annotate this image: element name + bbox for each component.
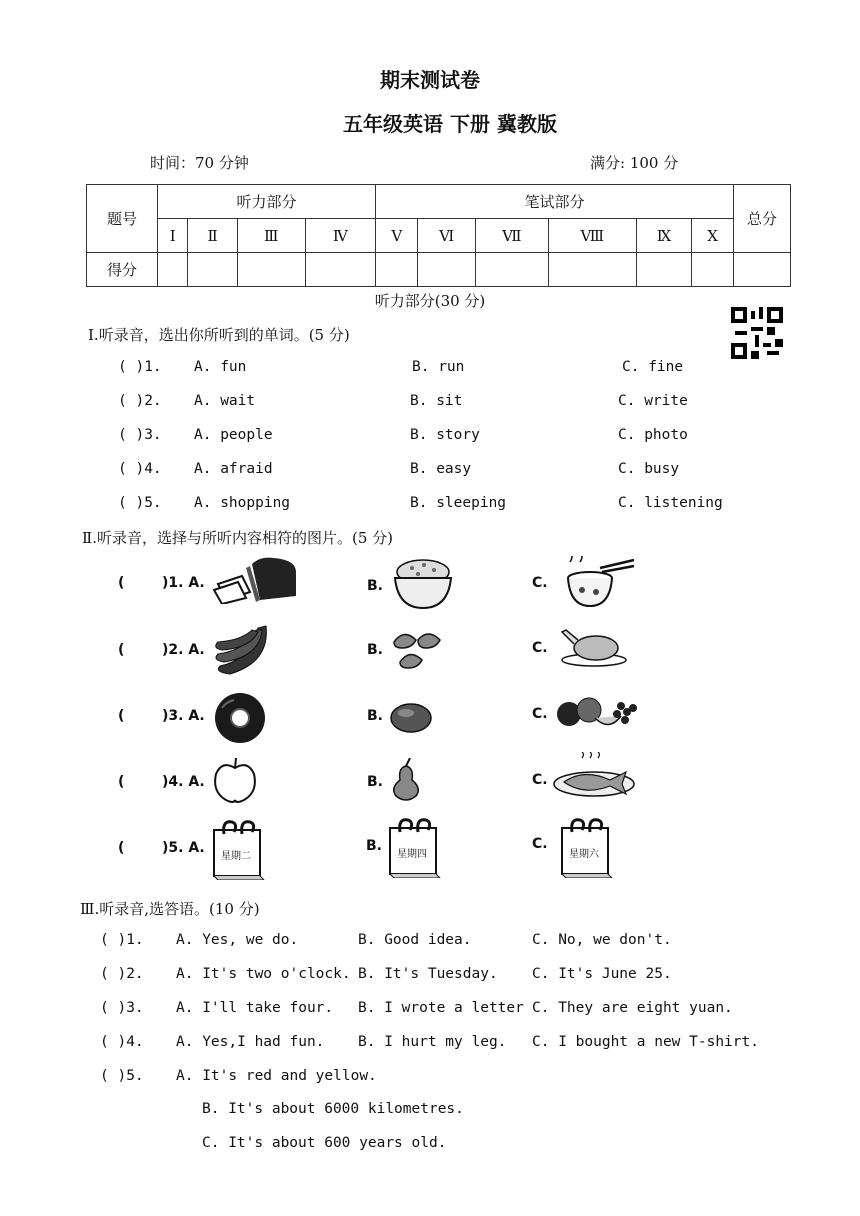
score-cell[interactable] — [692, 253, 734, 287]
part2-q4-paren[interactable]: ( — [118, 774, 125, 790]
part1-q4-a: A. afraid — [194, 461, 273, 477]
part3-q4-b: B. I hurt my leg. — [358, 1034, 507, 1050]
score-cell[interactable] — [475, 253, 548, 287]
part3-q1-c: C. No, we don't. — [532, 932, 672, 948]
row-header: 题号 — [87, 185, 158, 253]
part1-q2-c: C. write — [618, 393, 688, 409]
calendar-thursday-icon — [386, 816, 442, 878]
part2-q5-num: )5. A. — [162, 840, 205, 856]
part2-q5-b: B. — [366, 838, 382, 854]
part3-q4-a: A. Yes,I had fun. — [176, 1034, 325, 1050]
part2-q5-paren[interactable]: ( — [118, 840, 125, 856]
part2-q3-num: )3. A. — [162, 708, 205, 724]
part2-q2-c: C. — [532, 640, 548, 656]
part1-q4-num[interactable]: ( )4. — [118, 461, 162, 477]
part3-heading: Ⅲ.听录音,选答语。(10 分) — [80, 900, 260, 918]
part1-q3-b: B. story — [410, 427, 480, 443]
score-cell[interactable] — [636, 253, 691, 287]
part3-q2-a: A. It's two o'clock. — [176, 966, 351, 982]
part3-q4-num[interactable]: ( )4. — [100, 1034, 144, 1050]
score-cell[interactable] — [376, 253, 418, 287]
score-cell[interactable] — [548, 253, 636, 287]
fish-icon — [552, 752, 636, 800]
apple-icon — [212, 756, 258, 804]
pear-icon — [388, 758, 424, 802]
part1-q5-a: A. shopping — [194, 495, 291, 511]
score-cell[interactable] — [734, 253, 791, 287]
part1-heading: Ⅰ.听录音，选出你所听到的单词。(5 分) — [88, 326, 350, 344]
bread-icon — [212, 556, 302, 604]
part3-q3-c: C. They are eight yuan. — [532, 1000, 733, 1016]
score-cell[interactable] — [237, 253, 305, 287]
part2-q3-c: C. — [532, 706, 548, 722]
part1-q2-a: A. wait — [194, 393, 256, 409]
part2-q3-b: B. — [367, 708, 383, 724]
section-note: 听力部分(30 分) — [374, 292, 486, 310]
calendar-tuesday-icon — [210, 818, 266, 880]
score-row-label: 得分 — [87, 253, 158, 287]
part1-q4-c: C. busy — [618, 461, 680, 477]
chicken-icon — [560, 626, 628, 668]
part1-q1-a: A. fun — [194, 359, 247, 375]
page-subtitle: 五年级英语 下册 冀教版 — [343, 112, 557, 136]
score-cell[interactable] — [418, 253, 476, 287]
part2-heading: Ⅱ.听录音，选择与所听内容相符的图片。(5 分) — [82, 529, 393, 547]
doughnut-icon — [212, 692, 268, 744]
calendar-label: 星期二 — [221, 851, 251, 862]
part2-q1-c: C. — [532, 575, 548, 591]
part3-q5-a: A. It's red and yellow. — [176, 1068, 377, 1084]
part2-q2-paren[interactable]: ( — [118, 642, 125, 658]
listening-header: 听力部分 — [158, 185, 376, 219]
score-cell[interactable] — [158, 253, 188, 287]
dumplings-icon — [390, 626, 446, 672]
col-1: Ⅰ — [158, 219, 188, 253]
calendar-label: 星期六 — [569, 849, 599, 860]
noodles-icon — [560, 556, 636, 612]
part3-q5-num[interactable]: ( )5. — [100, 1068, 144, 1084]
col-7: Ⅶ — [475, 219, 548, 253]
part2-q1-paren[interactable]: ( — [118, 575, 125, 591]
part2-q2-b: B. — [367, 642, 383, 658]
score-table — [86, 184, 791, 287]
score-label: 满分: 100 分 — [590, 154, 679, 172]
part3-q1-b: B. Good idea. — [358, 932, 472, 948]
part1-q1-b: B. run — [412, 359, 465, 375]
time-label: 时间：70 分钟 — [150, 154, 249, 172]
part3-q5-b: B. It's about 6000 kilometres. — [202, 1101, 464, 1117]
col-2: Ⅱ — [188, 219, 237, 253]
col-8: Ⅷ — [548, 219, 636, 253]
col-9: Ⅸ — [636, 219, 691, 253]
part2-q1-num: )1. A. — [162, 575, 205, 591]
part3-q5-c: C. It's about 600 years old. — [202, 1135, 447, 1151]
egg-icon — [388, 700, 434, 736]
calendar-label: 星期四 — [397, 849, 427, 860]
part2-q4-num: )4. A. — [162, 774, 205, 790]
col-5: Ⅴ — [376, 219, 418, 253]
fruits-icon — [555, 688, 641, 734]
col-3: Ⅲ — [237, 219, 305, 253]
writing-header: 笔试部分 — [376, 185, 734, 219]
total-header: 总分 — [734, 185, 791, 253]
col-6: Ⅵ — [418, 219, 476, 253]
part3-q2-b: B. It's Tuesday. — [358, 966, 498, 982]
part1-q4-b: B. easy — [410, 461, 472, 477]
part1-q3-num[interactable]: ( )3. — [118, 427, 162, 443]
bananas-icon — [210, 622, 272, 678]
score-cell[interactable] — [305, 253, 375, 287]
part3-q2-num[interactable]: ( )2. — [100, 966, 144, 982]
part3-q3-num[interactable]: ( )3. — [100, 1000, 144, 1016]
part3-q2-c: C. It's June 25. — [532, 966, 672, 982]
part3-q3-a: A. I'll take four. — [176, 1000, 334, 1016]
part1-q2-num[interactable]: ( )2. — [118, 393, 162, 409]
part1-q3-a: A. people — [194, 427, 273, 443]
qr-code-icon — [731, 307, 783, 359]
rice-bowl-icon — [390, 556, 456, 612]
part1-q5-num[interactable]: ( )5. — [118, 495, 162, 511]
col-10: Ⅹ — [692, 219, 734, 253]
part2-q1-b: B. — [367, 578, 383, 594]
part3-q4-c: C. I bought a new T-shirt. — [532, 1034, 759, 1050]
part1-q1-c: C. fine — [622, 359, 684, 375]
part1-q3-c: C. photo — [618, 427, 688, 443]
score-cell[interactable] — [188, 253, 237, 287]
calendar-saturday-icon — [558, 816, 614, 878]
part2-q5-c: C. — [532, 836, 548, 852]
page-title: 期末测试卷 — [380, 68, 480, 92]
part3-q3-b: B. I wrote a letter — [358, 1000, 524, 1016]
part1-q5-c: C. listening — [618, 495, 723, 511]
part3-q1-a: A. Yes, we do. — [176, 932, 299, 948]
part1-q2-b: B. sit — [410, 393, 463, 409]
part2-q2-num: )2. A. — [162, 642, 205, 658]
part1-q1-num[interactable]: ( )1. — [118, 359, 162, 375]
part2-q4-c: C. — [532, 772, 548, 788]
part2-q4-b: B. — [367, 774, 383, 790]
part3-q1-num[interactable]: ( )1. — [100, 932, 144, 948]
part1-q5-b: B. sleeping — [410, 495, 507, 511]
part2-q3-paren[interactable]: ( — [118, 708, 125, 724]
col-4: Ⅳ — [305, 219, 375, 253]
